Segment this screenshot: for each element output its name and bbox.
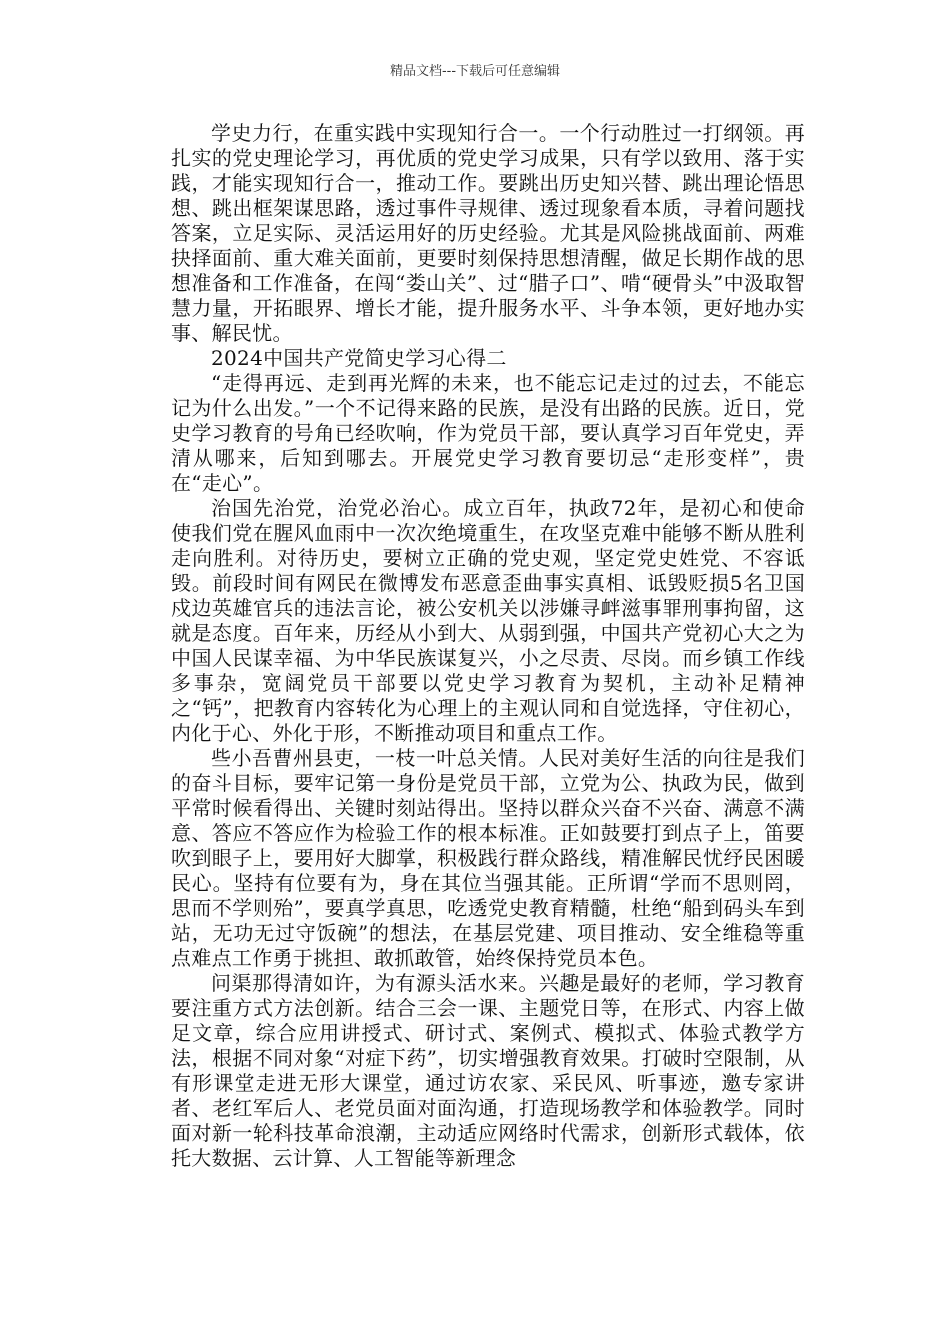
- page-header: 精品文档---下载后可任意编辑: [389, 64, 561, 79]
- paragraph-living-water: 问渠那得清如许，为有源头活水来。兴趣是最好的老师，学习教育要注重方式方法创新。结合三会一课、主题党日等，在形式、内容上做足文章，综合应用讲授式、研讨式、案例式、模拟式、体验式教学方法，根据不同对象“对症下药”，切实增强教育效果。打破时空限制，从有形课堂走进无形大课堂，通过访农家、采民风、听事迹，邀专家讲者、老红军后人、老党员面对面沟通，打造现场教学和体验教学。同时面对新一轮科技革命浪潮，主动适应网络时代需求，创新形式载体，依托大数据、云计算、人工智能等新理念: [171, 971, 805, 1170]
- document-body: [171, 121, 805, 1171]
- section-heading: 2024中国共产党简史学习心得二: [211, 346, 507, 370]
- paragraph-county-official: 些小吾曹州县吏，一枝一叶总关情。人民对美好生活的向往是我们的奋斗目标，要牢记第一身份是党员干部，立党为公、执政为民，做到平常时候看得出、关键时刻站得出。坚持以群众兴奋不兴奋、满意不满意、答应不答应作为检验工作的根本标准。正如鼓要打到点子上，笛要吹到眼子上，要用好大脚掌，积极践行群众路线，精准解民忧纾民困暖民心。坚持有位要有为，身在其位当强其能。正所谓“学而不思则罔，思而不学则殆”，要真学真思，吃透党史教育精髓，杜绝“船到码头车到站，无功无过守饭碗”的想法，在基层党建、项目推动、安全维稳等重点难点工作勇于挑担、敢抓敢管，始终保持党员本色。: [171, 746, 805, 970]
- paragraph-govern-party: 治国先治党，治党必治心。成立百年，执政72年，是初心和使命使我们党在腥风血雨中一次次绝境重生，在攻坚克难中能够不断从胜利走向胜利。对待历史，要树立正确的党史观，坚定党史姓党、不容诋毁。前段时间有网民在微博发布恶意歪曲事实真相、诋毁贬损5名卫国戍边英雄官兵的违法言论，被公安机关以涉嫌寻衅滋事罪刑事拘留，这就是态度。百年来，历经从小到大、从弱到强，中国共产党初心大之为中国人民谋幸福、为中华民族谋复兴，小之尽责、尽岗。而乡镇工作线多事杂，宽阔党员干部要以党史学习教育为契机，主动补足精神之“钙”，把教育内容转化为心理上的主观认同和自觉选择，守住初心，内化于心、外化于形，不断推动项目和重点工作。: [171, 496, 805, 745]
- paragraph-knowledge-action: 学史力行，在重实践中实现知行合一。一个行动胜过一打纲领。再扎实的党史理论学习，再优质的党史学习成果，只有学以致用、落于实践，才能实现知行合一，推动工作。要跳出历史知兴替、跳出理论悟思想、跳出框架谋思路，透过事件寻规律、透过现象看本质，寻着问题找答案，立足实际、灵活运用好的历史经验。尤其是风险挑战面前、两难抉择面前、重大难关面前，更要时刻保持思想清醒，做足长期作战的思想准备和工作准备，在闯“娄山关”、过“腊子口”、啃“硬骨头”中汲取智慧力量，开拓眼界、增长才能，提升服务水平、斗争本领，更好地办实事、解民忧。: [171, 121, 805, 345]
- paragraph-remember-origin: “走得再远、走到再光辉的未来，也不能忘记走过的过去，不能忘记为什么出发。”一个不记得来路的民族，是没有出路的民族。近日，党史学习教育的号角已经吹响，作为党员干部，要认真学习百年党史，弄清从哪来，后知到哪去。开展党史学习教育要切忌“走形变样”，贵在“走心”。: [171, 371, 805, 495]
